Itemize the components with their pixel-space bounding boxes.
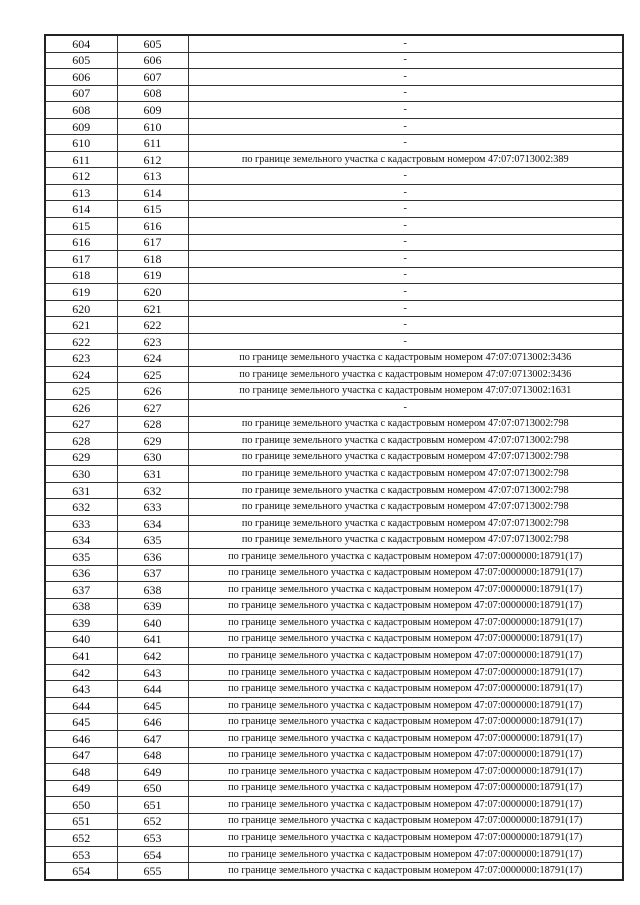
- boundary-description-cell: по границе земельного участка с кадастровым номером 47:07:0713002:389: [188, 151, 623, 168]
- boundary-description-cell: -: [188, 218, 623, 235]
- point-from-cell: 636: [45, 565, 117, 582]
- point-from-cell: 622: [45, 333, 117, 350]
- point-from-cell: 613: [45, 184, 117, 201]
- table-row: [45, 482, 623, 499]
- point-to-cell: 638: [117, 582, 188, 599]
- point-to-cell: 621: [117, 300, 188, 317]
- point-to-cell: 626: [117, 383, 188, 400]
- point-from-cell: 649: [45, 780, 117, 797]
- table-row: [45, 383, 623, 400]
- table-row: [45, 433, 623, 450]
- point-to-cell: 641: [117, 631, 188, 648]
- point-to-cell: 612: [117, 151, 188, 168]
- point-to-cell: 623: [117, 333, 188, 350]
- table-row: [45, 548, 623, 565]
- point-to-cell: 632: [117, 482, 188, 499]
- point-to-cell: 636: [117, 548, 188, 565]
- point-from-cell: 627: [45, 416, 117, 433]
- table-row: [45, 449, 623, 466]
- boundary-description-cell: по границе земельного участка с кадастровым номером 47:07:0713002:798: [188, 532, 623, 549]
- point-to-cell: 637: [117, 565, 188, 582]
- point-from-cell: 645: [45, 714, 117, 731]
- boundary-description-cell: по границе земельного участка с кадастровым номером 47:07:0713002:798: [188, 416, 623, 433]
- point-to-cell: 651: [117, 797, 188, 814]
- point-to-cell: 611: [117, 135, 188, 152]
- point-from-cell: 641: [45, 648, 117, 665]
- table-row: [45, 565, 623, 582]
- table-row: [45, 267, 623, 284]
- point-to-cell: 606: [117, 52, 188, 69]
- point-to-cell: 645: [117, 697, 188, 714]
- boundary-description-cell: -: [188, 333, 623, 350]
- point-to-cell: 627: [117, 400, 188, 417]
- table-row: [45, 102, 623, 119]
- table-row: [45, 284, 623, 301]
- boundary-description-cell: по границе земельного участка с кадастровым номером 47:07:0000000:18791(17): [188, 631, 623, 648]
- table-row: [45, 648, 623, 665]
- boundary-description-cell: -: [188, 168, 623, 185]
- boundary-description-cell: по границе земельного участка с кадастровым номером 47:07:0713002:3436: [188, 366, 623, 383]
- point-to-cell: 620: [117, 284, 188, 301]
- boundary-description-cell: по границе земельного участка с кадастровым номером 47:07:0713002:798: [188, 499, 623, 516]
- point-from-cell: 640: [45, 631, 117, 648]
- point-to-cell: 631: [117, 466, 188, 483]
- point-to-cell: 610: [117, 118, 188, 135]
- boundary-description-cell: по границе земельного участка с кадастровым номером 47:07:0713002:798: [188, 482, 623, 499]
- point-from-cell: 631: [45, 482, 117, 499]
- boundary-description-cell: -: [188, 300, 623, 317]
- boundary-description-cell: по границе земельного участка с кадастровым номером 47:07:0000000:18791(17): [188, 747, 623, 764]
- boundary-description-cell: по границе земельного участка с кадастровым номером 47:07:0000000:18791(17): [188, 813, 623, 830]
- table-row: [45, 598, 623, 615]
- point-to-cell: 644: [117, 681, 188, 698]
- point-to-cell: 646: [117, 714, 188, 731]
- point-to-cell: 633: [117, 499, 188, 516]
- table-row: [45, 201, 623, 218]
- boundary-description-cell: по границе земельного участка с кадастровым номером 47:07:0000000:18791(17): [188, 681, 623, 698]
- table-row: [45, 135, 623, 152]
- table-row: [45, 85, 623, 102]
- table-row: [45, 780, 623, 797]
- boundary-description-cell: по границе земельного участка с кадастровым номером 47:07:0000000:18791(17): [188, 730, 623, 747]
- boundary-points-table: [44, 34, 624, 881]
- point-from-cell: 623: [45, 350, 117, 367]
- point-from-cell: 638: [45, 598, 117, 615]
- boundary-description-cell: -: [188, 234, 623, 251]
- point-to-cell: 617: [117, 234, 188, 251]
- table-row: [45, 681, 623, 698]
- table-row: [45, 664, 623, 681]
- point-from-cell: 629: [45, 449, 117, 466]
- point-from-cell: 615: [45, 218, 117, 235]
- point-to-cell: 648: [117, 747, 188, 764]
- table-row: [45, 366, 623, 383]
- boundary-description-cell: по границе земельного участка с кадастровым номером 47:07:0000000:18791(17): [188, 846, 623, 863]
- point-from-cell: 648: [45, 764, 117, 781]
- point-to-cell: 647: [117, 730, 188, 747]
- point-to-cell: 613: [117, 168, 188, 185]
- table-row: [45, 333, 623, 350]
- point-from-cell: 646: [45, 730, 117, 747]
- point-to-cell: 653: [117, 830, 188, 847]
- point-from-cell: 625: [45, 383, 117, 400]
- point-from-cell: 647: [45, 747, 117, 764]
- boundary-description-cell: по границе земельного участка с кадастровым номером 47:07:0000000:18791(17): [188, 830, 623, 847]
- boundary-description-cell: по границе земельного участка с кадастровым номером 47:07:0713002:798: [188, 466, 623, 483]
- boundary-description-cell: -: [188, 135, 623, 152]
- point-from-cell: 606: [45, 69, 117, 86]
- table-row: [45, 532, 623, 549]
- boundary-description-cell: по границе земельного участка с кадастровым номером 47:07:0000000:18791(17): [188, 797, 623, 814]
- point-to-cell: 649: [117, 764, 188, 781]
- table-row: [45, 846, 623, 863]
- point-to-cell: 640: [117, 615, 188, 632]
- point-to-cell: 609: [117, 102, 188, 119]
- table-row: [45, 416, 623, 433]
- point-from-cell: 626: [45, 400, 117, 417]
- point-from-cell: 650: [45, 797, 117, 814]
- table-row: [45, 52, 623, 69]
- point-from-cell: 611: [45, 151, 117, 168]
- table-row: [45, 714, 623, 731]
- boundary-description-cell: по границе земельного участка с кадастровым номером 47:07:0000000:18791(17): [188, 565, 623, 582]
- boundary-description-cell: по границе земельного участка с кадастровым номером 47:07:0000000:18791(17): [188, 764, 623, 781]
- table-row: [45, 251, 623, 268]
- point-from-cell: 633: [45, 515, 117, 532]
- point-from-cell: 632: [45, 499, 117, 516]
- point-from-cell: 618: [45, 267, 117, 284]
- point-from-cell: 634: [45, 532, 117, 549]
- table-row: [45, 813, 623, 830]
- boundary-description-cell: по границе земельного участка с кадастровым номером 47:07:0000000:18791(17): [188, 780, 623, 797]
- boundary-description-cell: -: [188, 317, 623, 334]
- table-row: [45, 582, 623, 599]
- point-to-cell: 634: [117, 515, 188, 532]
- point-to-cell: 643: [117, 664, 188, 681]
- point-to-cell: 639: [117, 598, 188, 615]
- boundary-description-cell: по границе земельного участка с кадастровым номером 47:07:0000000:18791(17): [188, 697, 623, 714]
- boundary-description-cell: по границе земельного участка с кадастровым номером 47:07:0713002:3436: [188, 350, 623, 367]
- table-row: [45, 69, 623, 86]
- table-row: [45, 615, 623, 632]
- point-from-cell: 652: [45, 830, 117, 847]
- point-to-cell: 652: [117, 813, 188, 830]
- point-from-cell: 644: [45, 697, 117, 714]
- table-row: [45, 466, 623, 483]
- point-from-cell: 610: [45, 135, 117, 152]
- point-from-cell: 620: [45, 300, 117, 317]
- point-to-cell: 629: [117, 433, 188, 450]
- point-to-cell: 642: [117, 648, 188, 665]
- boundary-description-cell: по границе земельного участка с кадастровым номером 47:07:0000000:18791(17): [188, 615, 623, 632]
- point-to-cell: 650: [117, 780, 188, 797]
- boundary-description-cell: -: [188, 102, 623, 119]
- table-row: [45, 234, 623, 251]
- point-from-cell: 642: [45, 664, 117, 681]
- table-row: [45, 317, 623, 334]
- boundary-description-cell: по границе земельного участка с кадастровым номером 47:07:0713002:798: [188, 449, 623, 466]
- table-row: [45, 151, 623, 168]
- boundary-description-cell: -: [188, 251, 623, 268]
- boundary-description-cell: по границе земельного участка с кадастровым номером 47:07:0713002:798: [188, 433, 623, 450]
- point-from-cell: 616: [45, 234, 117, 251]
- boundary-description-cell: по границе земельного участка с кадастровым номером 47:07:0000000:18791(17): [188, 714, 623, 731]
- point-to-cell: 614: [117, 184, 188, 201]
- boundary-description-cell: по границе земельного участка с кадастровым номером 47:07:0000000:18791(17): [188, 863, 623, 880]
- boundary-description-cell: по границе земельного участка с кадастровым номером 47:07:0000000:18791(17): [188, 598, 623, 615]
- point-to-cell: 619: [117, 267, 188, 284]
- table-body: [45, 35, 623, 880]
- boundary-description-cell: -: [188, 35, 623, 52]
- point-from-cell: 624: [45, 366, 117, 383]
- point-from-cell: 630: [45, 466, 117, 483]
- boundary-description-cell: -: [188, 400, 623, 417]
- point-to-cell: 608: [117, 85, 188, 102]
- point-to-cell: 615: [117, 201, 188, 218]
- point-to-cell: 625: [117, 366, 188, 383]
- point-to-cell: 654: [117, 846, 188, 863]
- point-to-cell: 605: [117, 35, 188, 52]
- point-from-cell: 637: [45, 582, 117, 599]
- point-from-cell: 614: [45, 201, 117, 218]
- boundary-description-cell: -: [188, 85, 623, 102]
- boundary-description-cell: по границе земельного участка с кадастровым номером 47:07:0000000:18791(17): [188, 648, 623, 665]
- point-from-cell: 654: [45, 863, 117, 880]
- point-to-cell: 622: [117, 317, 188, 334]
- table-row: [45, 168, 623, 185]
- point-from-cell: 604: [45, 35, 117, 52]
- point-to-cell: 618: [117, 251, 188, 268]
- point-to-cell: 628: [117, 416, 188, 433]
- table-row: [45, 747, 623, 764]
- table-row: [45, 764, 623, 781]
- point-to-cell: 635: [117, 532, 188, 549]
- table-row: [45, 350, 623, 367]
- boundary-description-cell: -: [188, 52, 623, 69]
- point-from-cell: 608: [45, 102, 117, 119]
- point-from-cell: 609: [45, 118, 117, 135]
- table-row: [45, 218, 623, 235]
- boundary-description-cell: по границе земельного участка с кадастровым номером 47:07:0000000:18791(17): [188, 582, 623, 599]
- table-row: [45, 515, 623, 532]
- table-row: [45, 118, 623, 135]
- table-row: [45, 631, 623, 648]
- table-row: [45, 300, 623, 317]
- boundary-description-cell: по границе земельного участка с кадастровым номером 47:07:0000000:18791(17): [188, 664, 623, 681]
- boundary-description-cell: -: [188, 267, 623, 284]
- point-to-cell: 607: [117, 69, 188, 86]
- point-to-cell: 655: [117, 863, 188, 880]
- point-from-cell: 619: [45, 284, 117, 301]
- point-from-cell: 621: [45, 317, 117, 334]
- table-row: [45, 35, 623, 52]
- boundary-description-cell: по границе земельного участка с кадастровым номером 47:07:0713002:798: [188, 515, 623, 532]
- point-to-cell: 624: [117, 350, 188, 367]
- point-from-cell: 653: [45, 846, 117, 863]
- table-row: [45, 730, 623, 747]
- boundary-description-cell: -: [188, 69, 623, 86]
- boundary-description-cell: -: [188, 184, 623, 201]
- point-from-cell: 639: [45, 615, 117, 632]
- point-from-cell: 635: [45, 548, 117, 565]
- boundary-description-cell: по границе земельного участка с кадастровым номером 47:07:0000000:18791(17): [188, 548, 623, 565]
- boundary-description-cell: -: [188, 284, 623, 301]
- point-from-cell: 605: [45, 52, 117, 69]
- table-row: [45, 499, 623, 516]
- boundary-description-cell: по границе земельного участка с кадастровым номером 47:07:0713002:1631: [188, 383, 623, 400]
- table-row: [45, 830, 623, 847]
- table-row: [45, 863, 623, 880]
- table-row: [45, 184, 623, 201]
- table-row: [45, 797, 623, 814]
- point-from-cell: 628: [45, 433, 117, 450]
- boundary-description-cell: -: [188, 118, 623, 135]
- point-from-cell: 617: [45, 251, 117, 268]
- table-row: [45, 697, 623, 714]
- point-to-cell: 616: [117, 218, 188, 235]
- table-row: [45, 400, 623, 417]
- point-from-cell: 607: [45, 85, 117, 102]
- boundary-description-cell: -: [188, 201, 623, 218]
- point-to-cell: 630: [117, 449, 188, 466]
- point-from-cell: 651: [45, 813, 117, 830]
- point-from-cell: 643: [45, 681, 117, 698]
- point-from-cell: 612: [45, 168, 117, 185]
